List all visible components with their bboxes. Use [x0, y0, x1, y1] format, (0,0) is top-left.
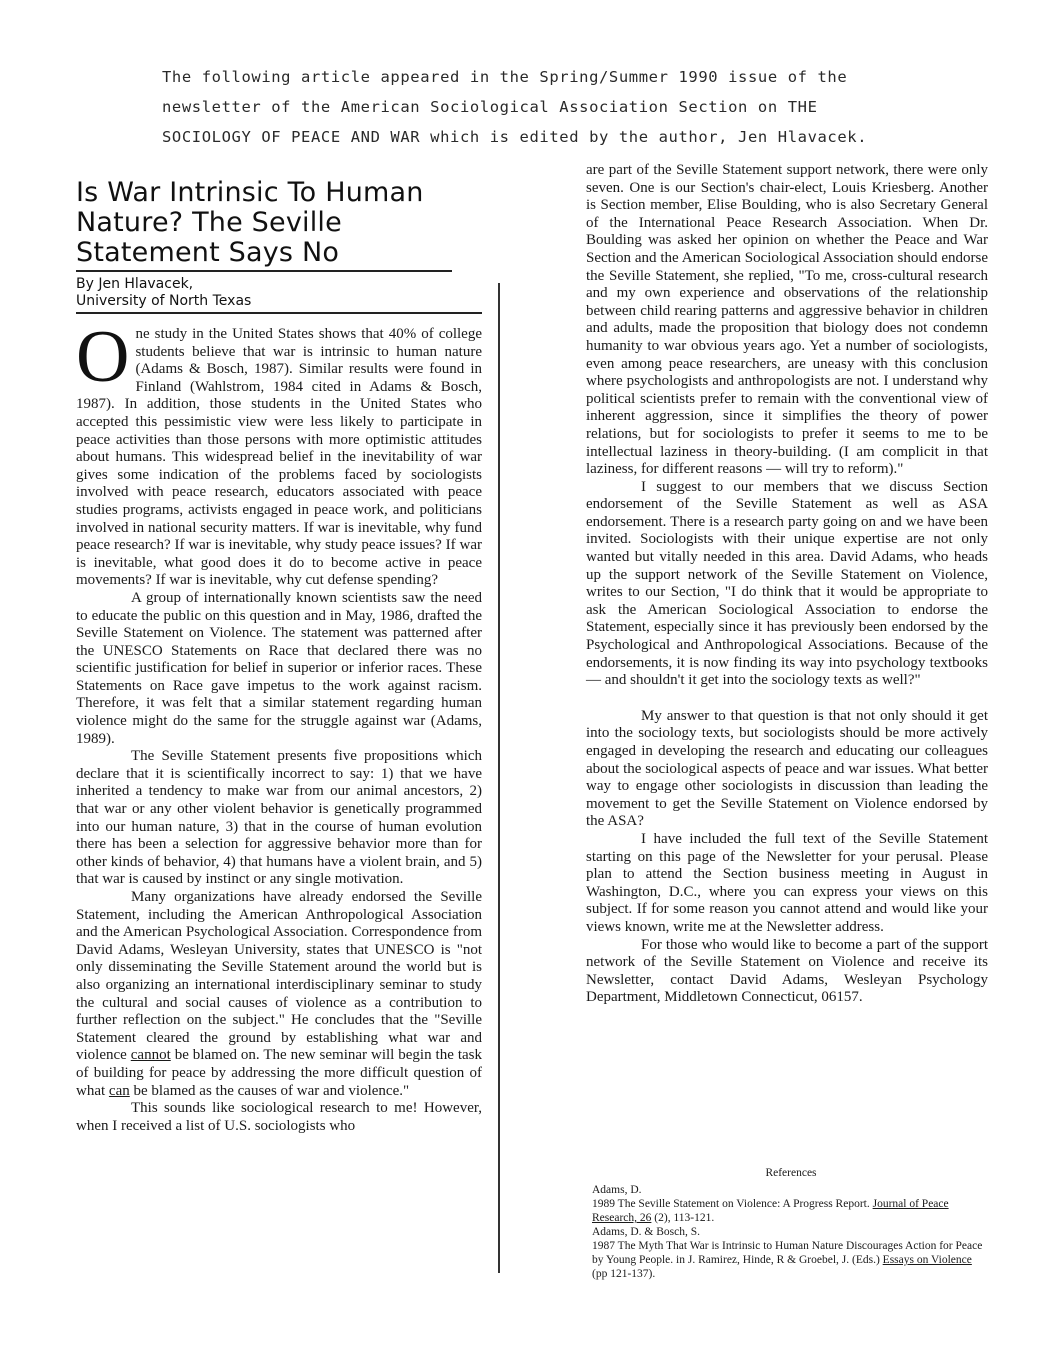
reference-text: (2), 113-121.: [651, 1212, 715, 1224]
column-divider: [498, 283, 500, 1273]
reference-text: (pp 121-137).: [592, 1268, 656, 1280]
title-rule: [76, 270, 452, 272]
intro-line: newsletter of the American Sociological Association Section on THE: [162, 98, 818, 116]
reference-entry: [592, 1239, 990, 1281]
byline-affiliation: University of North Texas: [76, 293, 252, 309]
book-title: Essays on Violence: [882, 1254, 972, 1266]
paragraph: For those who would like to become a part of the support network of the Seville Statement on Violence and receive its Newsletter, contact David Adams, Wesleyan Psychology Department, Middletown Connecticut, 06157.: [586, 936, 988, 1006]
paragraph: [76, 889, 482, 1100]
byline-author: By Jen Hlavacek,: [76, 276, 194, 292]
underlined-word: can: [108, 1082, 130, 1099]
paragraph-text: be blamed on. The new seminar will begin the task of building for peace by addressing the more difficult question of what: [76, 1047, 482, 1099]
intro-note: [162, 62, 922, 152]
paragraph: This sounds like sociological research to me! However, when I received a list of U.S. sociologists who: [76, 1100, 482, 1134]
byline: [76, 276, 251, 310]
paragraph: A group of internationally known scientists saw the need to educate the public on this question and in May, 1986, drafted the Seville Statement on Violence. The statement was patterned after the UNESCO Statements on Race that declared there was no scientific justification for belief in superior or inferior races. These Statements on Race gave impetus to the work against racism. Therefore, it was felt that a similar statement regarding human violence might do the same for the struggle against war (Adams, 1989).: [76, 589, 482, 747]
reference-entry: [592, 1197, 990, 1225]
title-line: Nature? The Seville: [76, 207, 342, 238]
left-column: [76, 316, 482, 1135]
article-title: [76, 178, 466, 268]
paragraph: are part of the Seville Statement support network, there were only seven. One is our Section's chair-elect, Louis Kriesberg. Another is Section member, Elise Boulding, who is also Secretary General of the International Peace Research Association. When Dr. Boulding was asked her opinion on whether the Peace and War Section and the American Sociological Association should endorse the Seville Statement, she replied, "To me, cross-cultural research and my own experience and observations of the relationship between child rearing patterns and aggressive behavior in children and adults, made the proposition that biology does not condemn humanity to war obvious years ago. Yet a number of sociologists, even among peace researchers, are uneasy with this conclusion where psychologists and anthropologists are not. I understand why political scientists prefer to remain with the conventional view of inherent aggression, since it simplifies the theory of power relations, but for sociologists to prefer it seems to me to be intellectual laziness in theory-building. (I am complicit in that laziness, for different reasons — will try to reform).": [586, 162, 988, 478]
paragraph: [76, 316, 482, 590]
byline-rule: [76, 312, 482, 314]
intro-line: The following article appeared in the Spring/Summer 1990 issue of the: [162, 68, 848, 86]
reference-text: 1989 The Seville Statement on Violence: A Progress Report.: [592, 1198, 873, 1210]
underlined-word: cannot: [130, 1047, 171, 1064]
drop-cap: O: [76, 316, 130, 398]
paragraph-text: Many organizations have already endorsed the Seville Statement, including the American Anthropological Association and the American Psychological Association. Correspondence from David Adams, Wesleyan University, states that UNESCO is "not only disseminating the Seville Statement around the world but is also organizing an international interdisciplinary seminar to study the cultural and social causes of violence as a contribution to further reflection on the subject." He concludes that the "Seville Statement cleared the ground by establishing what war and violence: [76, 889, 482, 1064]
references: [592, 1166, 990, 1281]
paragraph-text: ne study in the United States shows that 40% of college students believe that war is intrinsic to human nature (Adams & Bosch, 1987). Similar results were found in Finland (Wahlstrom, 1984 cited in Adams & Bosch, 1987). In addition, those students in the United States who accepted this pessimistic view were less likely to participate in peace activities than those persons with more optimistic attitudes about humans. This widespread belief in the inevitability of war gives some indication of the problems faced by sociologists involved with peace research, educators associated with peace studies programs, activists engaged in peace work, and politicians involved in national security matters. If war is inevitable, why fund peace research? If war is inevitable, why study peace issues? If war is inevitable, what good does it do to become active in peace movements? If war is inevitable, why cut defense spending?: [76, 326, 482, 589]
paragraph: My answer to that question is that not only should it get into the sociology texts, but sociologists should be more actively engaged in developing the research and educating our colleagues about the sociological aspects of peace and war issues. What better way to engage other sociologists in discussion than leading the movement to get the Seville Statement on Violence endorsed by the ASA?: [586, 707, 988, 830]
journal-title: Journal of Peace Research, 26: [592, 1198, 949, 1224]
reference-author: Adams, D. & Bosch, S.: [592, 1226, 700, 1238]
paragraph: I suggest to our members that we discuss Section endorsement of the Seville Statement as well as ASA endorsement. There is a research party going on and we have been invited. Sociologists with their unique expertise are not only wanted but vitally needed in this area. David Adams, who heads up the support network of the Seville Statement on Violence, writes to our Section, "I do think that it would be appropriate to ask the American Sociological Association to endorse the Statement, especially since it has previously been endorsed by the Psychological and Anthropological Associations. Because of the endorsements, it is now finding its way into psychology textbooks — and shouldn't it get into the sociology texts as well?": [586, 478, 988, 689]
right-column: [586, 162, 988, 1007]
reference-author: Adams, D.: [592, 1184, 642, 1196]
paragraph-text: be blamed as the causes of war and violence.": [129, 1082, 410, 1099]
intro-line: SOCIOLOGY OF PEACE AND WAR which is edited by the author, Jen Hlavacek.: [162, 128, 868, 146]
title-line: Statement Says No: [76, 237, 340, 268]
title-line: Is War Intrinsic To Human: [76, 177, 424, 208]
paragraph: I have included the full text of the Seville Statement starting on this page of the Newsletter for your perusal. Please plan to attend the Section business meeting in August in Washington, D.C., where you can express your views on this subject. If for some reason you cannot attend and would like your views known, write me at the Newsletter address.: [586, 830, 988, 935]
reference-text: 1987 The Myth That War is Intrinsic to Human Nature Discourages Action for Peace by Young People. in J. Ramirez, Hinde, R & Groebel, J. (Eds.): [592, 1240, 983, 1266]
paragraph: The Seville Statement presents five propositions which declare that it is scientifically incorrect to say: 1) that we have inherited a tendency to make war from our animal ancestors, 2) that war or any other violent behavior is genetically programmed into our human nature, 3) that in the course of human evolution there has been a selection for aggressive behavior more than for other kinds of behavior, 4) that humans have a violent brain, and 5) that war is caused by instinct or any single motivation.: [76, 748, 482, 888]
references-heading: References: [765, 1167, 817, 1179]
